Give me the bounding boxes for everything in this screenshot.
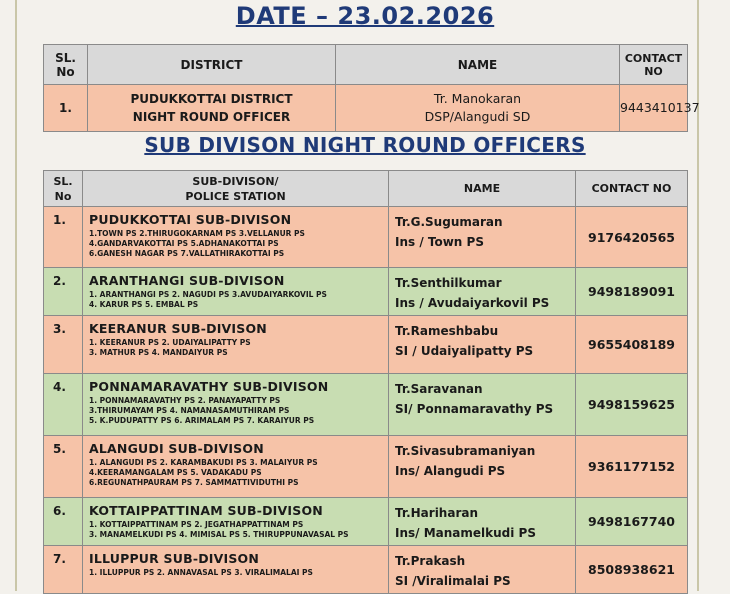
table-row — [44, 374, 688, 436]
officer-name: Tr.Hariharan — [395, 506, 479, 520]
contact-cell: 9443410137 — [620, 85, 688, 132]
subdivision-officers-table — [43, 170, 688, 594]
station-list-line: 3. MATHUR PS 4. MANDAIYUR PS — [89, 348, 228, 357]
officer-name-cell — [389, 498, 576, 546]
row-sl: 7. — [44, 546, 83, 594]
officer-designation: Ins/ Alangudi PS — [395, 464, 506, 478]
officer-name-cell — [389, 316, 576, 374]
header-district: DISTRICT — [88, 45, 336, 85]
officer-designation: SI /Viralimalai PS — [395, 574, 511, 588]
officer-name: Tr.G.Sugumaran — [395, 215, 503, 229]
station-list-line: 3.THIRUMAYAM PS 4. NAMANASAMUTHIRAM PS — [89, 406, 290, 415]
row-sl: 3. — [44, 316, 83, 374]
table-row — [44, 498, 688, 546]
officer-name: Tr.Senthilkumar — [395, 276, 502, 290]
station-list-line: 1. ALANGUDI PS 2. KARAMBAKUDI PS 3. MALAIYUR PS — [89, 458, 318, 467]
row-sl: 1. — [44, 85, 88, 132]
district-cell: PUDUKKOTTAI DISTRICT NIGHT ROUND OFFICER — [88, 85, 336, 132]
table-row — [44, 207, 688, 268]
station-list-line: 1.TOWN PS 2.THIRUGOKARNAM PS 3.VELLANUR PS — [89, 229, 305, 238]
officer-name: Tr.Sivasubramaniyan — [395, 444, 536, 458]
officer-name: Tr.Rameshbabu — [395, 324, 499, 338]
station-list-line: 1. ILLUPPUR PS 2. ANNAVASAL PS 3. VIRALIMALAI PS — [89, 568, 313, 577]
officer-designation: SI / Udaiyalipatty PS — [395, 344, 534, 358]
contact-number: 8508938621 — [576, 546, 688, 594]
officer-name-cell — [389, 546, 576, 594]
district-officer-table — [43, 44, 700, 132]
subdivision-name: ALANGUDI SUB-DIVISON — [89, 441, 264, 456]
station-list-line: 6.GANESH NAGAR PS 7.VALLATHIRAKOTTAI PS — [89, 249, 285, 258]
subdivision-cell — [83, 268, 389, 316]
contact-number: 9498167740 — [576, 498, 688, 546]
officer-designation: Ins/ Manamelkudi PS — [395, 526, 536, 540]
contact-number: 9361177152 — [576, 436, 688, 498]
subdivision-name: KOTTAIPPATTINAM SUB-DIVISON — [89, 503, 323, 518]
header-contact: CONTACT NO — [620, 45, 688, 85]
subdivision-cell — [83, 498, 389, 546]
contact-number: 9655408189 — [576, 316, 688, 374]
officer-designation: SI/ Ponnamaravathy PS — [395, 402, 554, 416]
subdivision-name: ILLUPPUR SUB-DIVISON — [89, 551, 260, 566]
subdivision-cell — [83, 436, 389, 498]
contact-number: 9176420565 — [576, 207, 688, 268]
contact-number: 9498189091 — [576, 268, 688, 316]
subdivision-cell — [83, 546, 389, 594]
subdivision-name: PONNAMARAVATHY SUB-DIVISON — [89, 379, 329, 394]
station-list-line: 1. ARANTHANGI PS 2. NAGUDI PS 3.AVUDAIYARKOVIL PS — [89, 290, 327, 299]
subdivision-name: PUDUKKOTTAI SUB-DIVISON — [89, 212, 292, 227]
row-sl: 1. — [44, 207, 83, 268]
contact-number: 9498159625 — [576, 374, 688, 436]
section-title: SUB DIVISON NIGHT ROUND OFFICERS — [144, 133, 586, 157]
district-table-header — [44, 45, 688, 85]
station-list-line: 4.KEERAMANGALAM PS 5. VADAKADU PS — [89, 468, 262, 477]
header-contact: CONTACT NO — [576, 171, 688, 207]
officer-name: Tr.Prakash — [395, 554, 466, 568]
header-sl: SL. No — [44, 171, 83, 207]
subdivision-table-header — [44, 171, 688, 207]
table-row — [44, 268, 688, 316]
subdivision-name: KEERANUR SUB-DIVISON — [89, 321, 267, 336]
row-sl: 4. — [44, 374, 83, 436]
station-list-line: 4. KARUR PS 5. EMBAL PS — [89, 300, 199, 309]
header-sl: SL. No — [44, 45, 88, 85]
subdivision-cell — [83, 374, 389, 436]
officer-name-cell — [389, 268, 576, 316]
officer-designation: Ins / Avudaiyarkovil PS — [395, 296, 550, 310]
header-subdivision: SUB-DIVISON/ POLICE STATION — [83, 171, 389, 207]
station-list-line: 1. PONNAMARAVATHY PS 2. PANAYAPATTY PS — [89, 396, 281, 405]
row-sl: 2. — [44, 268, 83, 316]
officer-designation: Ins / Town PS — [395, 235, 484, 249]
station-list-line: 6.REGUNATHPAURAM PS 7. SAMMATTIVIDUTHI PS — [89, 478, 299, 487]
district-officer-row — [44, 85, 688, 132]
station-list-line: 5. K.PUDUPATTY PS 6. ARIMALAM PS 7. KARAIYUR PS — [89, 416, 315, 425]
header-name: NAME — [389, 171, 576, 207]
station-list-line: 4.GANDARVAKOTTAI PS 5.ADHANAKOTTAI PS — [89, 239, 279, 248]
officer-name-cell — [389, 207, 576, 268]
subdivision-cell — [83, 207, 389, 268]
officer-name-cell — [389, 374, 576, 436]
header-name: NAME — [336, 45, 620, 85]
row-sl: 5. — [44, 436, 83, 498]
name-cell: Tr. Manokaran DSP/Alangudi SD — [336, 85, 620, 132]
subdivision-name: ARANTHANGI SUB-DIVISON — [89, 273, 285, 288]
date-heading: DATE – 23.02.2026 — [235, 2, 495, 30]
table-row — [44, 546, 688, 594]
table-row — [44, 316, 688, 374]
officer-name: Tr.Saravanan — [395, 382, 483, 396]
station-list-line: 1. KOTTAIPPATTINAM PS 2. JEGATHAPPATTINAM PS — [89, 520, 304, 529]
station-list-line: 1. KEERANUR PS 2. UDAIYALIPATTY PS — [89, 338, 251, 347]
officer-name-cell — [389, 436, 576, 498]
row-sl: 6. — [44, 498, 83, 546]
table-row — [44, 436, 688, 498]
station-list-line: 3. MANAMELKUDI PS 4. MIMISAL PS 5. THIRUPPUNAVASAL PS — [89, 530, 349, 539]
subdivision-cell — [83, 316, 389, 374]
